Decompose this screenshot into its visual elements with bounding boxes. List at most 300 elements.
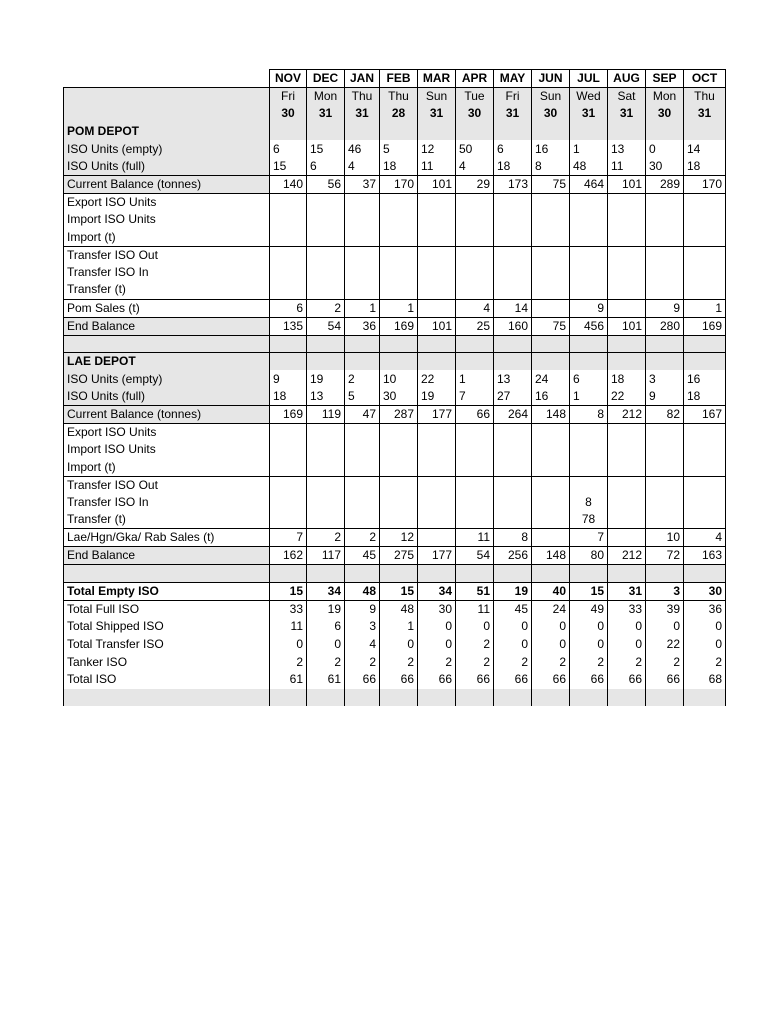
pom-current-balance-cell[interactable]: 56 (307, 175, 345, 193)
pom-transfer-t-cell[interactable] (494, 281, 532, 299)
total-5-cell[interactable]: 66 (345, 671, 380, 689)
lae-import-t-cell[interactable] (456, 459, 494, 477)
pom-import-t-cell[interactable] (646, 229, 684, 247)
total-2-cell[interactable]: 11 (270, 618, 307, 636)
lae-current-balance-cell[interactable]: 264 (494, 405, 532, 423)
lae-current-balance-cell[interactable]: 148 (532, 405, 570, 423)
pom-end-balance-cell[interactable]: 36 (345, 317, 380, 335)
pom-transfer-out-cell[interactable] (494, 246, 532, 264)
total-0-cell[interactable]: 15 (270, 583, 307, 601)
lae-sales-cell[interactable]: 8 (494, 529, 532, 547)
lae-iso-full-cell[interactable]: 9 (646, 388, 684, 406)
total-3-cell[interactable]: 0 (380, 636, 418, 654)
total-5-cell[interactable]: 68 (684, 671, 726, 689)
month-cell[interactable]: NOV (270, 70, 307, 88)
pom-transfer-in-cell[interactable] (418, 264, 456, 282)
daynum-cell[interactable]: 31 (494, 105, 532, 123)
pom-import-t-cell[interactable] (380, 229, 418, 247)
pom-transfer-in-cell[interactable] (380, 264, 418, 282)
pom-end-balance-cell[interactable]: 169 (380, 317, 418, 335)
pom-iso-empty-cell[interactable]: 1 (570, 140, 608, 158)
pom-import-iso-cell[interactable] (646, 211, 684, 229)
lae-transfer-in-cell[interactable] (608, 494, 646, 512)
lae-iso-full-cell[interactable]: 13 (307, 388, 345, 406)
lae-import-t-cell[interactable] (608, 459, 646, 477)
lae-export-iso-cell[interactable] (570, 423, 608, 441)
pom-export-iso-cell[interactable] (532, 193, 570, 211)
pom-export-iso-cell[interactable] (307, 193, 345, 211)
pom-end-balance-cell[interactable]: 101 (418, 317, 456, 335)
total-1-cell[interactable]: 33 (608, 601, 646, 619)
lae-transfer-t-cell[interactable] (494, 511, 532, 529)
lae-transfer-t-cell[interactable] (646, 511, 684, 529)
lae-end-balance-cell[interactable]: 177 (418, 547, 456, 565)
pom-iso-empty-cell[interactable]: 5 (380, 140, 418, 158)
lae-sales-cell[interactable]: 7 (270, 529, 307, 547)
month-cell[interactable]: SEP (646, 70, 684, 88)
weekday-cell[interactable]: Mon (307, 88, 345, 106)
pom-import-iso-cell[interactable] (418, 211, 456, 229)
total-1-cell[interactable]: 9 (345, 601, 380, 619)
lae-export-iso-cell[interactable] (646, 423, 684, 441)
pom-current-balance-cell[interactable]: 29 (456, 175, 494, 193)
total-0-cell[interactable]: 30 (684, 583, 726, 601)
total-3-cell[interactable]: 22 (646, 636, 684, 654)
total-0-cell[interactable]: 40 (532, 583, 570, 601)
pom-import-iso-cell[interactable] (380, 211, 418, 229)
lae-end-balance-cell[interactable]: 72 (646, 547, 684, 565)
pom-iso-full-cell[interactable]: 48 (570, 158, 608, 176)
lae-transfer-out-cell[interactable] (270, 476, 307, 494)
lae-end-balance-cell[interactable]: 212 (608, 547, 646, 565)
pom-transfer-out-cell[interactable] (570, 246, 608, 264)
pom-export-iso-cell[interactable] (380, 193, 418, 211)
pom-import-t-cell[interactable] (345, 229, 380, 247)
pom-sales-cell[interactable] (532, 299, 570, 317)
pom-export-iso-cell[interactable] (646, 193, 684, 211)
total-5-cell[interactable]: 66 (646, 671, 684, 689)
lae-current-balance-cell[interactable]: 82 (646, 405, 684, 423)
pom-end-balance-cell[interactable]: 135 (270, 317, 307, 335)
lae-sales-cell[interactable] (418, 529, 456, 547)
pom-sales-cell[interactable]: 14 (494, 299, 532, 317)
total-3-cell[interactable]: 0 (570, 636, 608, 654)
lae-end-balance-cell[interactable]: 54 (456, 547, 494, 565)
lae-end-balance-cell[interactable]: 275 (380, 547, 418, 565)
total-1-cell[interactable]: 48 (380, 601, 418, 619)
lae-export-iso-cell[interactable] (494, 423, 532, 441)
pom-sales-cell[interactable]: 9 (570, 299, 608, 317)
pom-transfer-t-cell[interactable] (456, 281, 494, 299)
pom-sales-cell[interactable]: 9 (646, 299, 684, 317)
total-4-cell[interactable]: 2 (494, 653, 532, 671)
lae-current-balance-cell[interactable]: 212 (608, 405, 646, 423)
pom-iso-full-cell[interactable]: 8 (532, 158, 570, 176)
lae-export-iso-cell[interactable] (307, 423, 345, 441)
lae-export-iso-cell[interactable] (456, 423, 494, 441)
pom-transfer-t-cell[interactable] (608, 281, 646, 299)
lae-transfer-in-cell[interactable] (418, 494, 456, 512)
month-cell[interactable]: JUL (570, 70, 608, 88)
pom-end-balance-cell[interactable]: 160 (494, 317, 532, 335)
lae-transfer-out-cell[interactable] (494, 476, 532, 494)
lae-import-t-cell[interactable] (418, 459, 456, 477)
pom-import-iso-cell[interactable] (532, 211, 570, 229)
lae-current-balance-cell[interactable]: 66 (456, 405, 494, 423)
month-cell[interactable]: MAY (494, 70, 532, 88)
pom-transfer-out-cell[interactable] (380, 246, 418, 264)
total-4-cell[interactable]: 2 (532, 653, 570, 671)
month-cell[interactable]: AUG (608, 70, 646, 88)
total-5-cell[interactable]: 66 (380, 671, 418, 689)
pom-sales-cell[interactable]: 6 (270, 299, 307, 317)
pom-iso-full-cell[interactable]: 18 (380, 158, 418, 176)
lae-iso-full-cell[interactable]: 27 (494, 388, 532, 406)
total-2-cell[interactable]: 0 (646, 618, 684, 636)
total-2-cell[interactable]: 0 (570, 618, 608, 636)
total-0-cell[interactable]: 48 (345, 583, 380, 601)
total-4-cell[interactable]: 2 (646, 653, 684, 671)
daynum-cell[interactable]: 31 (608, 105, 646, 123)
total-0-cell[interactable]: 31 (608, 583, 646, 601)
pom-end-balance-cell[interactable]: 101 (608, 317, 646, 335)
lae-import-t-cell[interactable] (570, 459, 608, 477)
lae-import-iso-cell[interactable] (307, 441, 345, 459)
lae-import-t-cell[interactable] (532, 459, 570, 477)
pom-import-t-cell[interactable] (270, 229, 307, 247)
lae-iso-empty-cell[interactable]: 1 (456, 370, 494, 388)
lae-transfer-out-cell[interactable] (380, 476, 418, 494)
lae-iso-empty-cell[interactable]: 2 (345, 370, 380, 388)
lae-iso-empty-cell[interactable]: 13 (494, 370, 532, 388)
total-3-cell[interactable]: 0 (532, 636, 570, 654)
lae-iso-empty-cell[interactable]: 24 (532, 370, 570, 388)
pom-transfer-in-cell[interactable] (646, 264, 684, 282)
lae-current-balance-cell[interactable]: 167 (684, 405, 726, 423)
daynum-cell[interactable]: 30 (270, 105, 307, 123)
lae-import-iso-cell[interactable] (684, 441, 726, 459)
daynum-cell[interactable]: 31 (684, 105, 726, 123)
pom-sales-cell[interactable] (608, 299, 646, 317)
lae-export-iso-cell[interactable] (684, 423, 726, 441)
pom-iso-empty-cell[interactable]: 46 (345, 140, 380, 158)
lae-transfer-t-cell[interactable] (307, 511, 345, 529)
pom-transfer-in-cell[interactable] (270, 264, 307, 282)
total-1-cell[interactable]: 33 (270, 601, 307, 619)
total-3-cell[interactable]: 0 (270, 636, 307, 654)
pom-import-t-cell[interactable] (418, 229, 456, 247)
daynum-cell[interactable]: 31 (570, 105, 608, 123)
lae-import-iso-cell[interactable] (570, 441, 608, 459)
total-0-cell[interactable]: 51 (456, 583, 494, 601)
lae-iso-full-cell[interactable]: 30 (380, 388, 418, 406)
pom-iso-empty-cell[interactable]: 14 (684, 140, 726, 158)
weekday-cell[interactable]: Tue (456, 88, 494, 106)
lae-transfer-out-cell[interactable] (345, 476, 380, 494)
lae-transfer-out-cell[interactable] (608, 476, 646, 494)
month-cell[interactable]: DEC (307, 70, 345, 88)
lae-import-t-cell[interactable] (345, 459, 380, 477)
total-3-cell[interactable]: 0 (494, 636, 532, 654)
pom-transfer-out-cell[interactable] (684, 246, 726, 264)
lae-import-t-cell[interactable] (646, 459, 684, 477)
lae-transfer-t-cell[interactable] (270, 511, 307, 529)
lae-transfer-in-cell[interactable] (307, 494, 345, 512)
total-5-cell[interactable]: 66 (494, 671, 532, 689)
total-1-cell[interactable]: 36 (684, 601, 726, 619)
lae-current-balance-cell[interactable]: 169 (270, 405, 307, 423)
pom-current-balance-cell[interactable]: 173 (494, 175, 532, 193)
pom-transfer-out-cell[interactable] (270, 246, 307, 264)
lae-transfer-out-cell[interactable] (646, 476, 684, 494)
pom-end-balance-cell[interactable]: 280 (646, 317, 684, 335)
total-4-cell[interactable]: 2 (418, 653, 456, 671)
pom-transfer-in-cell[interactable] (494, 264, 532, 282)
daynum-cell[interactable]: 31 (307, 105, 345, 123)
total-0-cell[interactable]: 19 (494, 583, 532, 601)
lae-transfer-t-cell[interactable] (684, 511, 726, 529)
daynum-cell[interactable]: 30 (646, 105, 684, 123)
total-0-cell[interactable]: 34 (307, 583, 345, 601)
month-cell[interactable]: OCT (684, 70, 726, 88)
lae-sales-cell[interactable] (608, 529, 646, 547)
pom-iso-empty-cell[interactable]: 12 (418, 140, 456, 158)
lae-sales-cell[interactable]: 12 (380, 529, 418, 547)
total-2-cell[interactable]: 1 (380, 618, 418, 636)
daynum-cell[interactable]: 30 (456, 105, 494, 123)
pom-import-iso-cell[interactable] (608, 211, 646, 229)
lae-transfer-out-cell[interactable] (456, 476, 494, 494)
lae-current-balance-cell[interactable]: 287 (380, 405, 418, 423)
pom-iso-empty-cell[interactable]: 16 (532, 140, 570, 158)
lae-export-iso-cell[interactable] (380, 423, 418, 441)
lae-end-balance-cell[interactable]: 163 (684, 547, 726, 565)
lae-export-iso-cell[interactable] (532, 423, 570, 441)
pom-current-balance-cell[interactable]: 101 (418, 175, 456, 193)
total-1-cell[interactable]: 49 (570, 601, 608, 619)
lae-import-t-cell[interactable] (270, 459, 307, 477)
pom-transfer-in-cell[interactable] (570, 264, 608, 282)
total-1-cell[interactable]: 11 (456, 601, 494, 619)
month-cell[interactable]: JUN (532, 70, 570, 88)
pom-transfer-t-cell[interactable] (684, 281, 726, 299)
lae-iso-empty-cell[interactable]: 16 (684, 370, 726, 388)
weekday-cell[interactable]: Sun (532, 88, 570, 106)
pom-import-iso-cell[interactable] (307, 211, 345, 229)
pom-sales-cell[interactable]: 1 (684, 299, 726, 317)
lae-import-t-cell[interactable] (380, 459, 418, 477)
lae-transfer-t-cell[interactable] (418, 511, 456, 529)
total-1-cell[interactable]: 19 (307, 601, 345, 619)
pom-transfer-out-cell[interactable] (418, 246, 456, 264)
lae-current-balance-cell[interactable]: 119 (307, 405, 345, 423)
lae-sales-cell[interactable]: 10 (646, 529, 684, 547)
weekday-cell[interactable]: Thu (380, 88, 418, 106)
total-5-cell[interactable]: 61 (270, 671, 307, 689)
pom-iso-full-cell[interactable]: 30 (646, 158, 684, 176)
total-0-cell[interactable]: 34 (418, 583, 456, 601)
pom-iso-full-cell[interactable]: 4 (456, 158, 494, 176)
pom-import-t-cell[interactable] (532, 229, 570, 247)
pom-iso-full-cell[interactable]: 11 (608, 158, 646, 176)
lae-sales-cell[interactable]: 7 (570, 529, 608, 547)
total-1-cell[interactable]: 45 (494, 601, 532, 619)
lae-end-balance-cell[interactable]: 45 (345, 547, 380, 565)
lae-iso-empty-cell[interactable]: 22 (418, 370, 456, 388)
pom-sales-cell[interactable]: 2 (307, 299, 345, 317)
pom-import-iso-cell[interactable] (456, 211, 494, 229)
weekday-cell[interactable]: Mon (646, 88, 684, 106)
lae-end-balance-cell[interactable]: 162 (270, 547, 307, 565)
total-5-cell[interactable]: 66 (570, 671, 608, 689)
lae-transfer-t-cell[interactable] (532, 511, 570, 529)
pom-import-iso-cell[interactable] (684, 211, 726, 229)
total-3-cell[interactable]: 0 (307, 636, 345, 654)
total-2-cell[interactable]: 0 (456, 618, 494, 636)
lae-export-iso-cell[interactable] (418, 423, 456, 441)
weekday-cell[interactable]: Sun (418, 88, 456, 106)
pom-transfer-t-cell[interactable] (345, 281, 380, 299)
total-4-cell[interactable]: 2 (456, 653, 494, 671)
total-5-cell[interactable]: 66 (456, 671, 494, 689)
daynum-cell[interactable]: 31 (418, 105, 456, 123)
lae-current-balance-cell[interactable]: 8 (570, 405, 608, 423)
pom-import-iso-cell[interactable] (270, 211, 307, 229)
pom-import-iso-cell[interactable] (570, 211, 608, 229)
total-0-cell[interactable]: 3 (646, 583, 684, 601)
lae-iso-full-cell[interactable]: 16 (532, 388, 570, 406)
pom-iso-empty-cell[interactable]: 15 (307, 140, 345, 158)
pom-transfer-t-cell[interactable] (532, 281, 570, 299)
lae-import-iso-cell[interactable] (494, 441, 532, 459)
lae-import-iso-cell[interactable] (418, 441, 456, 459)
pom-transfer-in-cell[interactable] (456, 264, 494, 282)
lae-iso-full-cell[interactable]: 18 (270, 388, 307, 406)
pom-transfer-t-cell[interactable] (418, 281, 456, 299)
total-2-cell[interactable]: 3 (345, 618, 380, 636)
pom-current-balance-cell[interactable]: 170 (380, 175, 418, 193)
lae-transfer-t-cell[interactable] (608, 511, 646, 529)
lae-import-t-cell[interactable] (684, 459, 726, 477)
lae-transfer-out-cell[interactable] (418, 476, 456, 494)
total-5-cell[interactable]: 61 (307, 671, 345, 689)
total-4-cell[interactable]: 2 (608, 653, 646, 671)
lae-end-balance-cell[interactable]: 80 (570, 547, 608, 565)
lae-import-iso-cell[interactable] (532, 441, 570, 459)
lae-iso-empty-cell[interactable]: 19 (307, 370, 345, 388)
total-4-cell[interactable]: 2 (270, 653, 307, 671)
pom-iso-full-cell[interactable]: 6 (307, 158, 345, 176)
pom-import-t-cell[interactable] (307, 229, 345, 247)
pom-export-iso-cell[interactable] (418, 193, 456, 211)
pom-transfer-t-cell[interactable] (380, 281, 418, 299)
pom-transfer-in-cell[interactable] (307, 264, 345, 282)
pom-export-iso-cell[interactable] (608, 193, 646, 211)
total-4-cell[interactable]: 2 (570, 653, 608, 671)
pom-transfer-out-cell[interactable] (532, 246, 570, 264)
lae-export-iso-cell[interactable] (270, 423, 307, 441)
pom-export-iso-cell[interactable] (456, 193, 494, 211)
lae-transfer-out-cell[interactable] (532, 476, 570, 494)
pom-transfer-t-cell[interactable] (646, 281, 684, 299)
pom-current-balance-cell[interactable]: 101 (608, 175, 646, 193)
pom-transfer-t-cell[interactable] (270, 281, 307, 299)
pom-end-balance-cell[interactable]: 54 (307, 317, 345, 335)
weekday-cell[interactable]: Thu (684, 88, 726, 106)
lae-transfer-in-cell[interactable] (270, 494, 307, 512)
lae-transfer-in-cell[interactable] (684, 494, 726, 512)
pom-iso-full-cell[interactable]: 4 (345, 158, 380, 176)
lae-transfer-t-cell[interactable] (380, 511, 418, 529)
total-5-cell[interactable]: 66 (418, 671, 456, 689)
pom-sales-cell[interactable]: 1 (380, 299, 418, 317)
lae-iso-empty-cell[interactable]: 18 (608, 370, 646, 388)
lae-sales-cell[interactable]: 11 (456, 529, 494, 547)
pom-export-iso-cell[interactable] (270, 193, 307, 211)
pom-end-balance-cell[interactable]: 25 (456, 317, 494, 335)
pom-iso-empty-cell[interactable]: 0 (646, 140, 684, 158)
lae-transfer-in-cell[interactable] (456, 494, 494, 512)
total-2-cell[interactable]: 0 (684, 618, 726, 636)
total-4-cell[interactable]: 2 (684, 653, 726, 671)
lae-iso-empty-cell[interactable]: 6 (570, 370, 608, 388)
pom-export-iso-cell[interactable] (570, 193, 608, 211)
pom-import-iso-cell[interactable] (494, 211, 532, 229)
pom-import-t-cell[interactable] (570, 229, 608, 247)
pom-transfer-in-cell[interactable] (608, 264, 646, 282)
total-3-cell[interactable]: 0 (608, 636, 646, 654)
total-2-cell[interactable]: 6 (307, 618, 345, 636)
lae-import-iso-cell[interactable] (608, 441, 646, 459)
pom-iso-full-cell[interactable]: 18 (494, 158, 532, 176)
pom-import-t-cell[interactable] (684, 229, 726, 247)
weekday-cell[interactable]: Fri (494, 88, 532, 106)
lae-import-iso-cell[interactable] (456, 441, 494, 459)
weekday-cell[interactable]: Sat (608, 88, 646, 106)
pom-import-t-cell[interactable] (608, 229, 646, 247)
pom-current-balance-cell[interactable]: 464 (570, 175, 608, 193)
lae-transfer-in-cell[interactable]: 8 (570, 494, 608, 512)
lae-transfer-in-cell[interactable] (345, 494, 380, 512)
lae-iso-full-cell[interactable]: 19 (418, 388, 456, 406)
total-2-cell[interactable]: 0 (418, 618, 456, 636)
total-3-cell[interactable]: 0 (418, 636, 456, 654)
month-cell[interactable]: APR (456, 70, 494, 88)
total-3-cell[interactable]: 2 (456, 636, 494, 654)
pom-transfer-out-cell[interactable] (608, 246, 646, 264)
month-cell[interactable]: MAR (418, 70, 456, 88)
pom-transfer-out-cell[interactable] (307, 246, 345, 264)
lae-sales-cell[interactable]: 2 (307, 529, 345, 547)
pom-export-iso-cell[interactable] (345, 193, 380, 211)
pom-iso-full-cell[interactable]: 15 (270, 158, 307, 176)
pom-iso-empty-cell[interactable]: 50 (456, 140, 494, 158)
lae-import-iso-cell[interactable] (270, 441, 307, 459)
daynum-cell[interactable]: 28 (380, 105, 418, 123)
lae-iso-empty-cell[interactable]: 9 (270, 370, 307, 388)
lae-iso-full-cell[interactable]: 22 (608, 388, 646, 406)
lae-end-balance-cell[interactable]: 117 (307, 547, 345, 565)
pom-import-t-cell[interactable] (456, 229, 494, 247)
lae-import-iso-cell[interactable] (380, 441, 418, 459)
lae-transfer-t-cell[interactable]: 78 (570, 511, 608, 529)
lae-transfer-t-cell[interactable] (345, 511, 380, 529)
daynum-cell[interactable]: 31 (345, 105, 380, 123)
lae-sales-cell[interactable]: 4 (684, 529, 726, 547)
lae-import-iso-cell[interactable] (646, 441, 684, 459)
total-0-cell[interactable]: 15 (380, 583, 418, 601)
total-1-cell[interactable]: 39 (646, 601, 684, 619)
